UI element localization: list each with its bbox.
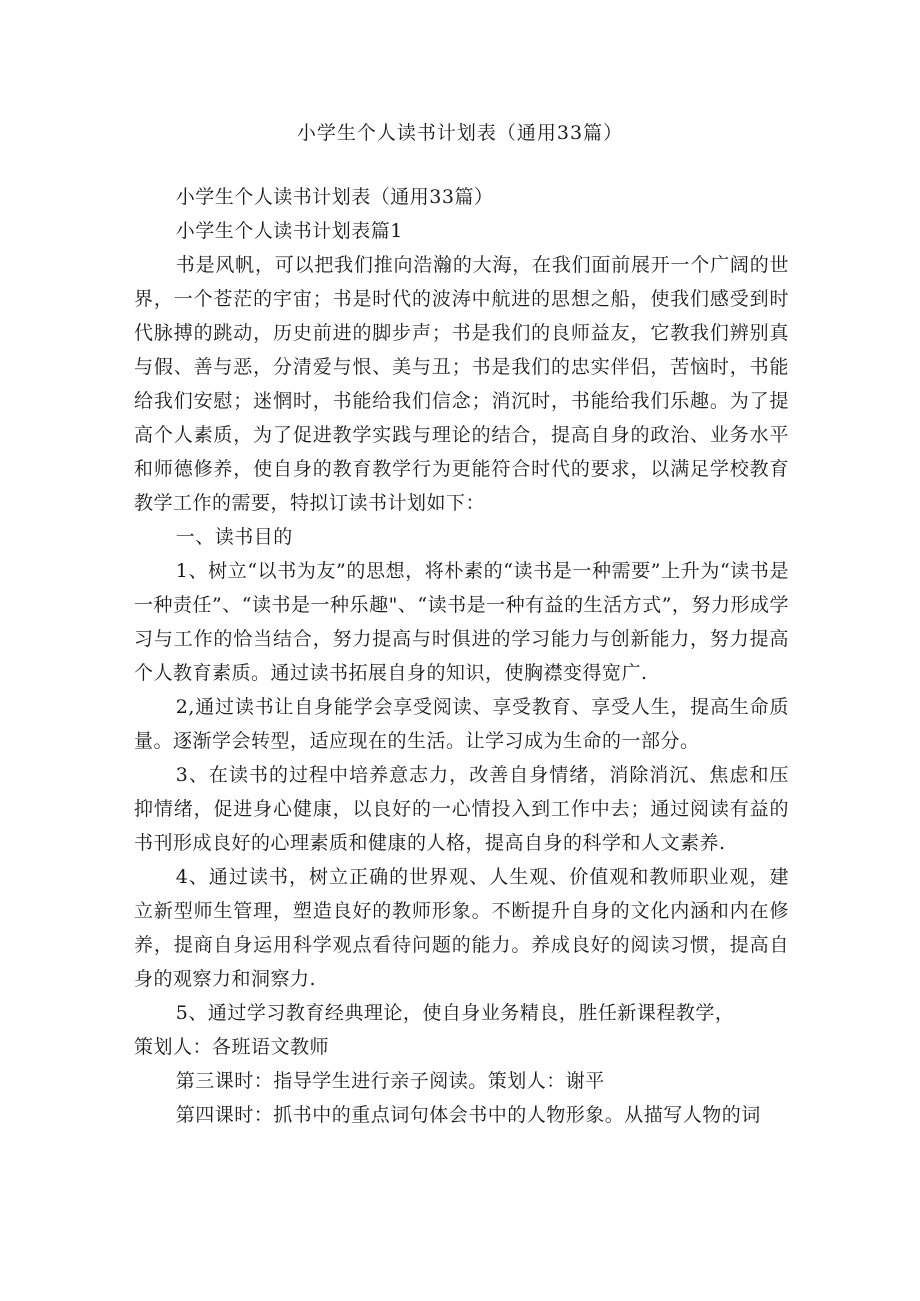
purpose-item-5: 5、通过学习教育经典理论，使自身业务精良，胜任新课程教学， xyxy=(175,1002,735,1024)
planner-line: 策划人：各班语文教师 xyxy=(134,1036,330,1058)
purpose-item-4: 4、通过读书，树立正确的世界观、人生观、价值观和教师职业观，建立新型师生管理，塑造良好的教师形象。不断提升自身的文化内涵和内在修养，提商自身运用科学观点看待问题的能力。养成良好的阅读习惯，提高自身的观察力和洞察力. xyxy=(134,866,789,990)
purpose-item-3: 3、在读书的过程中培养意志力，改善自身情绪，消除消沉、焦虑和压抑情绪，促进身心健康，以良好的一心情投入到工作中去；通过阅读有益的书刊形成良好的心理素质和健康的人格，提高自身的科学和人文素养. xyxy=(134,764,789,854)
section-heading: 小学生个人读书计划表篇1 xyxy=(175,220,403,242)
subtitle-paragraph: 小学生个人读书计划表（通用33篇） xyxy=(175,186,494,208)
lesson-four-line: 第四课时：抓书中的重点词句体会书中的人物形象。从描写人物的词 xyxy=(175,1104,761,1126)
intro-paragraph: 书是风帆，可以把我们推向浩瀚的大海，在我们面前展开一个广阔的世界，一个苍茫的宇宙；书是时代的波涛中航进的思想之船，使我们感受到时代脉搏的跳动，历史前进的脚步声；书是我们的良师益友，它教我们辨别真与假、善与恶，分清爱与恨、美与丑；书是我们的忠实伴侣，苦恼时，书能给我们安慰；迷惘时，书能给我们信念；消沉时，书能给我们乐趣。为了提高个人素质，为了促进教学实践与理论的结合，提高自身的政治、业务水平和师德修养，使自身的教育教学行为更能符合时代的要求，以满足学校教育教学工作的需要，特拟订读书计划如下： xyxy=(134,254,789,514)
page-title: 小学生个人读书计划表（通用33篇） xyxy=(296,122,624,144)
section-heading-purpose: 一、读书目的 xyxy=(175,526,293,548)
purpose-item-1: 1、树立“以书为友”的思想，将朴素的“读书是一种需要”上升为“读书是一种责任”、“读书是一种乐趣"、“读书是一种有益的生活方式”，努力形成学习与工作的恰当结合，努力提高与时俱进的学习能力与创新能力，努力提高个人教育素质。通过读书拓展自身的知识，使胸襟变得宽广. xyxy=(134,560,789,684)
document-body-continued xyxy=(134,1030,789,1132)
document-body xyxy=(134,180,789,1030)
lesson-three-line: 第三课时：指导学生进行亲子阅读。策划人：谢平 xyxy=(175,1070,605,1092)
purpose-item-2: 2,通过读书让自身能学会享受阅读、享受教育、享受人生，提高生命质量。逐渐学会转型，适应现在的生活。让学习成为生命的一部分。 xyxy=(134,696,789,752)
